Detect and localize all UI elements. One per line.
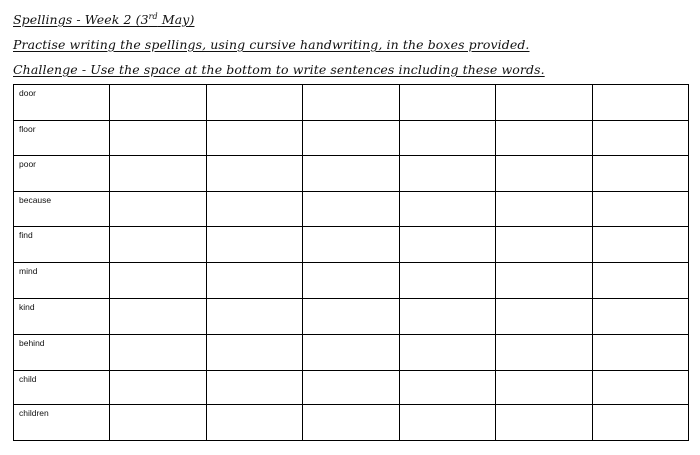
practice-box[interactable]	[110, 227, 207, 263]
practice-box[interactable]	[110, 192, 207, 227]
practice-box[interactable]	[206, 156, 303, 192]
practice-box[interactable]	[592, 335, 689, 371]
practice-box[interactable]	[110, 85, 207, 121]
practice-box[interactable]	[303, 299, 400, 335]
practice-box[interactable]	[592, 263, 689, 299]
practice-box[interactable]	[399, 299, 496, 335]
practice-box[interactable]	[496, 227, 593, 263]
practice-box[interactable]	[110, 263, 207, 299]
practice-box[interactable]	[110, 335, 207, 371]
table-row	[14, 192, 689, 227]
table-row	[14, 263, 689, 299]
practice-box[interactable]	[592, 121, 689, 156]
practice-box[interactable]	[206, 263, 303, 299]
practice-box[interactable]	[496, 371, 593, 405]
spelling-word-cell: floor	[14, 121, 110, 156]
practice-box[interactable]	[399, 156, 496, 192]
practice-box[interactable]	[592, 405, 689, 441]
practice-box[interactable]	[303, 405, 400, 441]
practice-box[interactable]	[592, 299, 689, 335]
spelling-word-cell: because	[14, 192, 110, 227]
practice-box[interactable]	[399, 85, 496, 121]
title-ordinal-suffix: rd	[148, 12, 158, 21]
table-row	[14, 121, 689, 156]
practice-box[interactable]	[303, 335, 400, 371]
spelling-table	[13, 84, 689, 441]
spelling-table-body	[14, 85, 689, 441]
practice-box[interactable]	[592, 192, 689, 227]
practice-box[interactable]	[303, 121, 400, 156]
practice-box[interactable]	[592, 371, 689, 405]
practice-box[interactable]	[399, 121, 496, 156]
spelling-word-cell: door	[14, 85, 110, 121]
table-row	[14, 371, 689, 405]
practice-box[interactable]	[399, 405, 496, 441]
instruction-text: Practise writing the spellings, using cursive handwriting, in the boxes provided.	[13, 37, 530, 52]
spelling-word-cell: mind	[14, 263, 110, 299]
practice-box[interactable]	[206, 85, 303, 121]
spelling-word-cell: poor	[14, 156, 110, 192]
practice-box[interactable]	[399, 192, 496, 227]
table-row	[14, 85, 689, 121]
practice-box[interactable]	[110, 371, 207, 405]
spelling-word-cell: find	[14, 227, 110, 263]
practice-box[interactable]	[399, 371, 496, 405]
practice-box[interactable]	[206, 299, 303, 335]
practice-box[interactable]	[496, 85, 593, 121]
table-row	[14, 335, 689, 371]
practice-box[interactable]	[399, 263, 496, 299]
practice-box[interactable]	[592, 227, 689, 263]
practice-box[interactable]	[496, 405, 593, 441]
practice-box[interactable]	[206, 335, 303, 371]
practice-box[interactable]	[303, 371, 400, 405]
practice-box[interactable]	[399, 335, 496, 371]
worksheet-title	[13, 9, 194, 28]
practice-box[interactable]	[206, 227, 303, 263]
practice-box[interactable]	[110, 405, 207, 441]
practice-box[interactable]	[496, 299, 593, 335]
practice-box[interactable]	[110, 121, 207, 156]
practice-box[interactable]	[496, 335, 593, 371]
practice-box[interactable]	[206, 405, 303, 441]
spelling-word-cell: children	[14, 405, 110, 441]
practice-box[interactable]	[399, 227, 496, 263]
table-row	[14, 156, 689, 192]
table-row	[14, 405, 689, 441]
spelling-word-cell: kind	[14, 299, 110, 335]
practice-box[interactable]	[303, 263, 400, 299]
challenge-text: Challenge - Use the space at the bottom to write sentences including these words.	[13, 62, 545, 77]
practice-box[interactable]	[303, 85, 400, 121]
practice-box[interactable]	[110, 299, 207, 335]
practice-box[interactable]	[592, 156, 689, 192]
practice-box[interactable]	[496, 121, 593, 156]
practice-box[interactable]	[592, 85, 689, 121]
spelling-word-cell: child	[14, 371, 110, 405]
practice-box[interactable]	[206, 192, 303, 227]
practice-box[interactable]	[496, 263, 593, 299]
practice-box[interactable]	[110, 156, 207, 192]
practice-box[interactable]	[303, 156, 400, 192]
practice-box[interactable]	[303, 192, 400, 227]
table-row	[14, 299, 689, 335]
practice-box[interactable]	[206, 121, 303, 156]
practice-box[interactable]	[303, 227, 400, 263]
practice-box[interactable]	[496, 192, 593, 227]
title-end: May)	[157, 12, 195, 27]
spelling-word-cell: behind	[14, 335, 110, 371]
practice-box[interactable]	[206, 371, 303, 405]
practice-box[interactable]	[496, 156, 593, 192]
table-row	[14, 227, 689, 263]
title-main: Spellings - Week 2 (3	[13, 12, 149, 27]
